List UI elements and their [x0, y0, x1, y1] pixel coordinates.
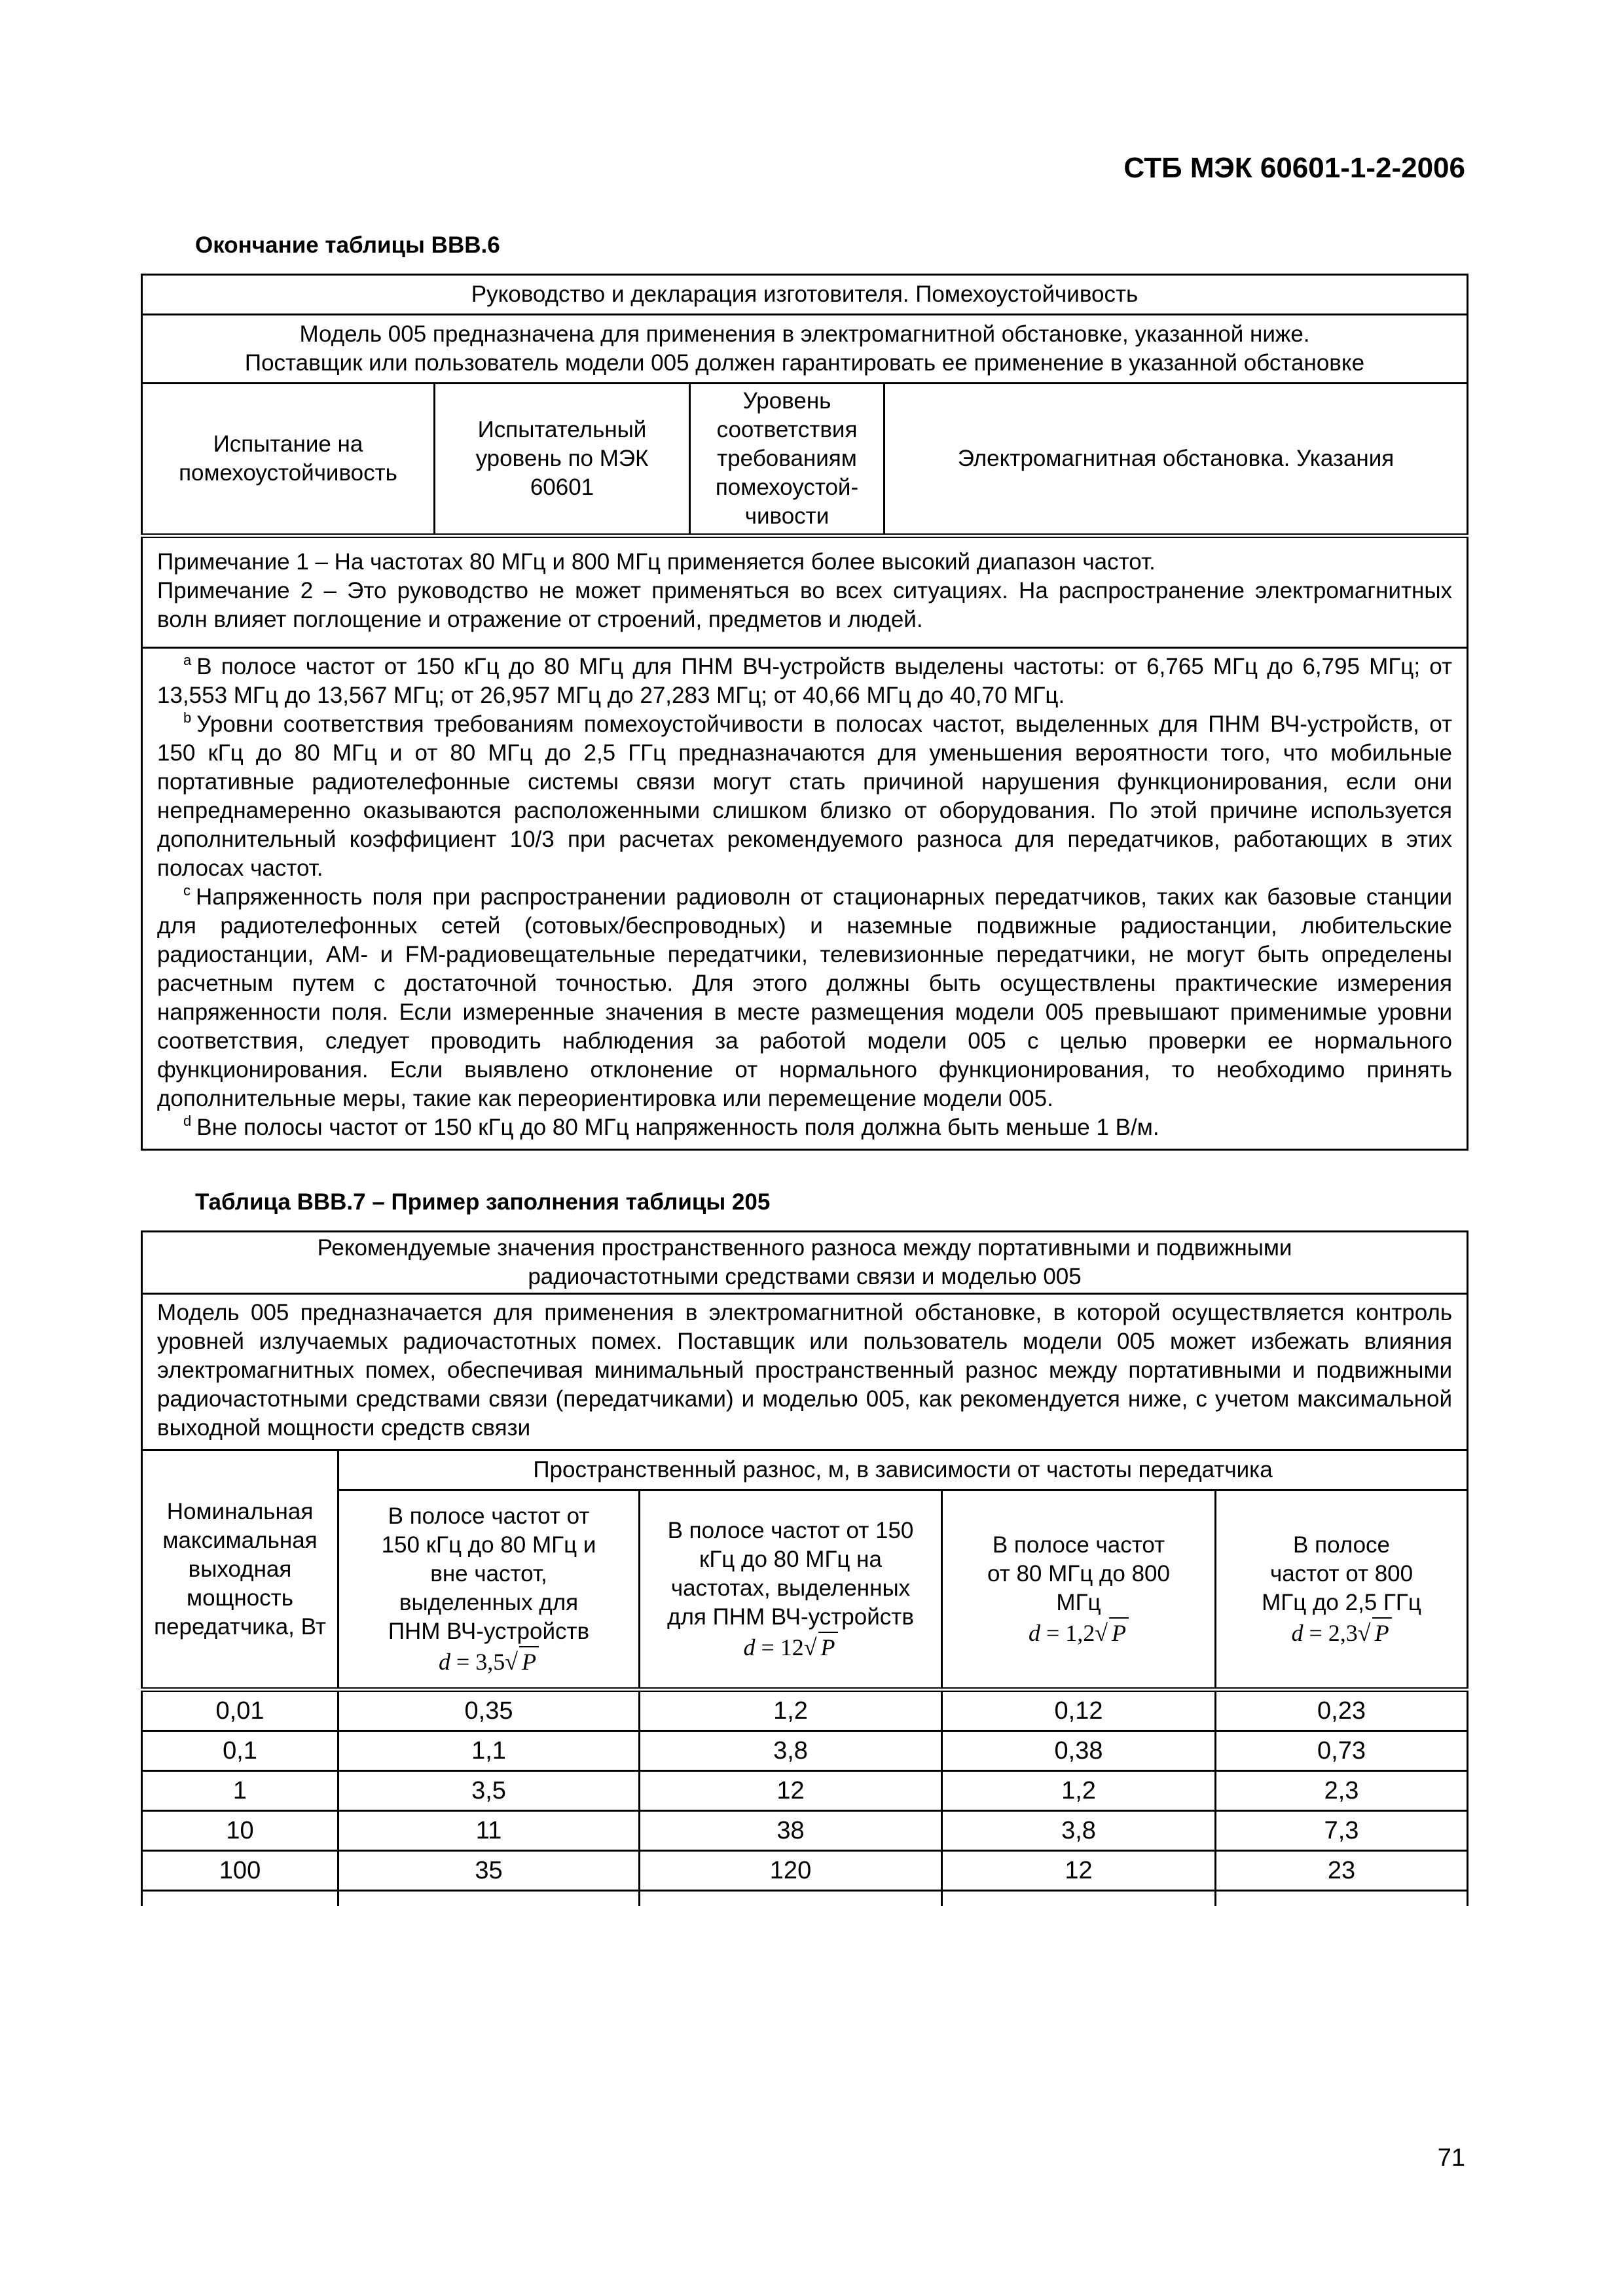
- table-row: [142, 1771, 1468, 1811]
- col-header-band-3-text: В полосе частот от 80 МГц до 800 МГц: [987, 1532, 1170, 1615]
- table-6-intro-line-1: Модель 005 предназначена для применения в электромагнитной обстановке, указанной ниже.: [299, 321, 1310, 347]
- col-header-band-1-text: В полосе частот от 150 кГц до 80 МГц и вне частот, выделенных для ПНМ ВЧ-устройств: [381, 1503, 596, 1644]
- cell-value: 7,3: [1216, 1811, 1468, 1851]
- table-bbb6: [141, 274, 1468, 1151]
- table-6-intro-line-2: Поставщик или пользователь модели 005 должен гарантировать ее применение в указанной обстановке: [244, 350, 1365, 376]
- table-bbb7: [141, 1230, 1468, 1906]
- col-header-test-level: Испытательный уровень по МЭК 60601: [435, 384, 690, 536]
- col-header-em-environment: Электромагнитная обстановка. Указания: [884, 384, 1468, 536]
- cell-power: 100: [142, 1851, 338, 1891]
- footnote-d: [157, 1113, 1452, 1142]
- table-row: [142, 1811, 1468, 1851]
- col-header-band-2: [640, 1490, 942, 1690]
- table-6-caption: Окончание таблицы ВВВ.6: [195, 232, 500, 258]
- note-2: Примечание 2 – Это руководство не может применяться во всех ситуациях. На распространение электромагнитных волн влияет поглощение и отражение от строений, предметов и людей.: [157, 578, 1452, 632]
- footnote-c-mark: c: [183, 882, 191, 899]
- footnote-c-text: Напряженность поля при распространении радиоволн от стационарных передатчиков, таких как базовые станции для радиотелефонных сетей (сотовых/беспроводных) и наземные подвижные радиостанции, любительские радиостанции, АМ- и FM-радиовещательные передатчики, телевизионные передатчики, не могут быть определены расчетным путем с достаточной точностью. Для этого должны быть осуществлены практические измерения напряженности поля. Если измеренные значения в месте размещения модели 005 превышают применимые уровни соответствия, следует проводить наблюдения за работой модели 005 с целью проверки ее нормального функционирования. Если выявлено отклонение от нормального функционирования, то необходимо принять дополнительные меры, такие как переориентировка или перемещение модели 005.: [157, 884, 1452, 1111]
- cell-value: 12: [640, 1771, 942, 1811]
- footnote-c: [157, 883, 1452, 1113]
- formula-band-3: d = 1,2√ P: [982, 1617, 1175, 1647]
- cell-value: 3,8: [942, 1811, 1216, 1851]
- cell-value: 12: [942, 1851, 1216, 1891]
- cell-value: 0,23: [1216, 1690, 1468, 1731]
- cell-value: 23: [1216, 1851, 1468, 1891]
- footnote-d-text: Вне полосы частот от 150 кГц до 80 МГц напряженность поля должна быть меньше 1 В/м.: [196, 1115, 1159, 1140]
- footnote-d-mark: d: [183, 1113, 192, 1129]
- document-header: СТБ МЭК 60601-1-2-2006: [1123, 152, 1465, 184]
- footnote-b-mark: b: [183, 709, 192, 726]
- cell-value: 0,35: [338, 1690, 640, 1731]
- col-header-band-2-text: В полосе частот от 150 кГц до 80 МГц на частотах, выделенных для ПНМ ВЧ-устройств: [667, 1518, 914, 1630]
- spacing-header: Пространственный разнос, м, в зависимости от частоты передатчика: [338, 1450, 1468, 1490]
- col-header-power: Номинальная максимальная выходная мощность передатчика, Вт: [142, 1450, 338, 1690]
- table-continuation-row: [142, 1891, 1468, 1907]
- cell-power: 10: [142, 1811, 338, 1851]
- cell-value: 0,38: [942, 1731, 1216, 1771]
- cell-value: 0,12: [942, 1690, 1216, 1731]
- formula-band-4: d = 2,3√ P: [1256, 1617, 1427, 1647]
- cell-value: 3,8: [640, 1731, 942, 1771]
- cell-value: 1,1: [338, 1731, 640, 1771]
- footnote-a: [157, 653, 1452, 710]
- col-header-test: Испытание на помехоустойчивость: [142, 384, 435, 536]
- table-6-notes: [142, 536, 1468, 648]
- cell-power: 0,01: [142, 1690, 338, 1731]
- cell-value: 35: [338, 1851, 640, 1891]
- table-7-title: Рекомендуемые значения пространственного разноса между портативными и подвижными радиочастотными средствами связи и моделью 005: [142, 1232, 1468, 1294]
- cell-value: 38: [640, 1811, 942, 1851]
- cell-value: 120: [640, 1851, 942, 1891]
- table-row: [142, 1690, 1468, 1731]
- table-6-footnotes: [142, 648, 1468, 1150]
- page-number: 71: [1437, 2144, 1465, 2172]
- footnote-a-mark: a: [183, 652, 192, 668]
- table-6-intro: [142, 315, 1468, 384]
- cell-value: 0,73: [1216, 1731, 1468, 1771]
- table-6-title: Руководство и декларация изготовителя. Помехоустойчивость: [142, 275, 1468, 315]
- cell-value: 1,2: [942, 1771, 1216, 1811]
- cell-value: 3,5: [338, 1771, 640, 1811]
- cell-value: 1,2: [640, 1690, 942, 1731]
- cell-value: 2,3: [1216, 1771, 1468, 1811]
- note-1: Примечание 1 – На частотах 80 МГц и 800 МГц применяется более высокий диапазон частот.: [157, 549, 1156, 575]
- footnote-b-text: Уровни соответствия требованиям помехоустойчивости в полосах частот, выделенных для ПНМ ВЧ-устройств, от 150 кГц до 80 МГц и от 80 МГц до 2,5 ГГц предназначаются для уменьшения вероятности того, что мобильные портативные радиотелефонные системы связи могут стать причиной нарушения функционирования, если они непреднамеренно оказываются расположенными слишком близко от оборудования. По этой причине используется дополнительный коэффициент 10/3 при расчетах рекомендуемого разноса для передатчиков, работающих в этих полосах частот.: [157, 711, 1452, 881]
- col-header-band-4: [1216, 1490, 1468, 1690]
- footnote-a-text: В полосе частот от 150 кГц до 80 МГц для ПНМ ВЧ-устройств выделены частоты: от 6,765 МГц до 6,795 МГц; от 13,553 МГц до 13,567 МГц; от 26,957 МГц до 27,283 МГц; от 40,66 МГц до 40,70 МГц.: [157, 654, 1452, 708]
- col-header-band-1: [338, 1490, 640, 1690]
- formula-band-2: d = 12√ P: [665, 1632, 916, 1662]
- table-7-caption: Таблица ВВВ.7 – Пример заполнения таблицы 205: [195, 1189, 771, 1215]
- col-header-band-3: [942, 1490, 1216, 1690]
- col-header-compliance-level: Уровень соответствия требованиям помехоустой-чивости: [690, 384, 884, 536]
- footnote-b: [157, 710, 1452, 883]
- cell-value: 11: [338, 1811, 640, 1851]
- col-header-band-4-text: В полосе частот от 800 МГц до 2,5 ГГц: [1262, 1532, 1421, 1615]
- formula-band-1: d = 3,5√ P: [371, 1646, 607, 1676]
- table-7-intro: Модель 005 предназначается для применения в электромагнитной обстановке, в которой осуществляется контроль уровней излучаемых радиочастотных помех. Поставщик или пользователь модели 005 может избежать влияния электромагнитных помех, обеспечивая минимальный пространственный разнос между портативными и подвижными радиочастотными средствами связи (передатчиками) и моделью 005, как рекомендуется ниже, с учетом максимальной выходной мощности средств связи: [142, 1294, 1468, 1450]
- cell-power: 1: [142, 1771, 338, 1811]
- table-row: [142, 1731, 1468, 1771]
- cell-power: 0,1: [142, 1731, 338, 1771]
- table-row: [142, 1851, 1468, 1891]
